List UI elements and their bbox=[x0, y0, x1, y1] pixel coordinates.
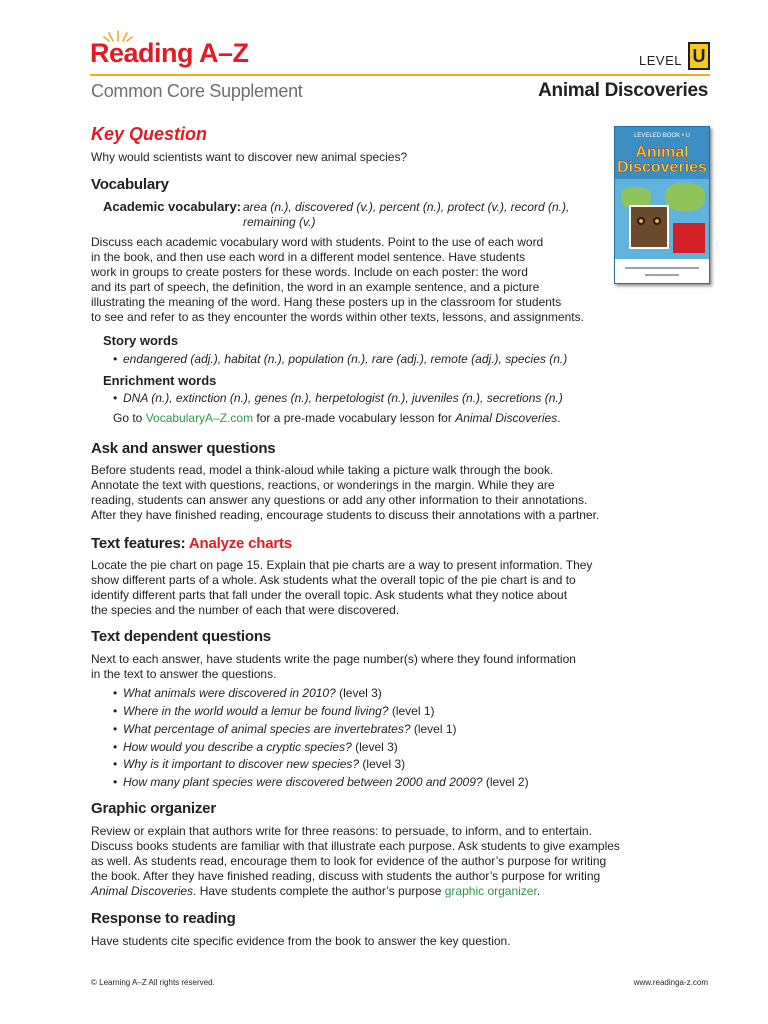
footer-website[interactable]: www.readinga-z.com bbox=[633, 978, 708, 987]
enrichment-words-list: • DNA (n.), extinction (n.), genes (n.), herpetologist (n.), juveniles (n.), secretions (n.) bbox=[113, 391, 563, 406]
level-indicator bbox=[639, 40, 710, 70]
text-dependent-line-1: Next to each answer, have students write the page number(s) where they found information bbox=[91, 652, 576, 666]
graphic-organizer-book-title: Animal Discoveries bbox=[91, 884, 194, 898]
level-label: LEVEL bbox=[639, 53, 682, 68]
graphic-organizer-line-5 bbox=[91, 884, 540, 899]
graphic-organizer-line-2: Discuss books students are familiar with that illustrate each purpose. Ask students to give examples bbox=[91, 839, 620, 853]
goto-book-title: Animal Discoveries bbox=[455, 411, 558, 425]
vocabulary-body-line-4: and its part of speech, the definition, the word in an example sentence, and a picture bbox=[91, 280, 540, 294]
question-item: • What percentage of animal species are invertebrates? (level 1) bbox=[113, 722, 457, 737]
text-features-line-1: Locate the pie chart on page 15. Explain that pie charts are a way to present information. They bbox=[91, 558, 593, 572]
supplement-subtitle: Common Core Supplement bbox=[91, 81, 303, 101]
text-dependent-heading: Text dependent questions bbox=[91, 628, 271, 645]
text-features-prefix: Text features: bbox=[91, 535, 189, 552]
cover-bottom-band bbox=[615, 259, 709, 283]
graphic-organizer-line-4: the book. After they have finished reading, discuss with students the author’s purpose for writing bbox=[91, 869, 601, 883]
graphic-organizer-heading: Graphic organizer bbox=[91, 800, 216, 817]
level-badge: U bbox=[688, 42, 710, 70]
question-item: • Why is it important to discover new species? (level 3) bbox=[113, 757, 405, 772]
analyze-charts-link[interactable]: Analyze charts bbox=[188, 535, 292, 552]
academic-vocabulary-words: area (n.), discovered (v.), percent (n.), protect (v.), record (n.), remaining (v.) bbox=[243, 200, 570, 229]
vocabulary-heading: Vocabulary bbox=[91, 176, 169, 193]
key-question-heading: Key Question bbox=[91, 124, 208, 144]
goto-middle: for a pre-made vocabulary lesson for bbox=[253, 411, 456, 425]
question-item: • Where in the world would a lemur be found living? (level 1) bbox=[113, 704, 435, 719]
ask-answer-line-2: Annotate the text with questions, reactions, or wonderings in the margin. While they are bbox=[91, 478, 555, 492]
ask-answer-line-4: After they have finished reading, encourage students to discuss their annotations with a partner. bbox=[91, 508, 600, 522]
response-heading: Response to reading bbox=[91, 910, 236, 927]
text-features-line-4: the species and the number of each that were discovered. bbox=[91, 603, 400, 617]
response-text: Have students cite specific evidence from the book to answer the key question. bbox=[91, 934, 511, 948]
graphic-organizer-line-3: as well. As students read, encourage them to look for evidence of the author’s purpose for writing bbox=[91, 854, 607, 868]
cover-title bbox=[617, 145, 707, 175]
text-features-line-2: show different parts of a whole. Ask students what the overall topic of the pie chart is and to bbox=[91, 573, 576, 587]
ask-answer-heading: Ask and answer questions bbox=[91, 440, 276, 457]
graphic-organizer-link[interactable]: graphic organizer bbox=[444, 884, 537, 898]
vocabulary-body-line-6: to see and refer to as they encounter the words within other texts, lessons, and assignments. bbox=[91, 310, 584, 324]
text-features-line-3: identify different parts that fall under the overall topic. Ask students what they notice about bbox=[91, 588, 568, 602]
question-item: • What animals were discovered in 2010? (level 3) bbox=[113, 686, 382, 701]
vocabulary-body-line-2: in the book, and then use each word in a different model sentence. Have students bbox=[91, 250, 526, 264]
vocabulary-az-link[interactable]: VocabularyA–Z.com bbox=[145, 411, 254, 425]
story-words-heading: Story words bbox=[103, 333, 179, 348]
story-words-list: • endangered (adj.), habitat (n.), population (n.), rare (adj.), remote (adj.), species (n.) bbox=[113, 352, 567, 367]
goto-suffix: . bbox=[557, 411, 561, 425]
question-item: • How would you describe a cryptic species? (level 3) bbox=[113, 740, 398, 755]
cover-title-line2: Discoveries bbox=[617, 159, 707, 176]
vocabulary-body-line-5: illustrating the meaning of the word. Hang these posters up in the classroom for students bbox=[91, 295, 562, 309]
cover-title-line1: Animal bbox=[635, 144, 689, 161]
book-cover-image bbox=[614, 126, 710, 284]
goto-prefix: Go to bbox=[113, 411, 146, 425]
question-item: • How many plant species were discovered between 2000 and 2009? (level 2) bbox=[113, 775, 529, 790]
key-question-text: Why would scientists want to discover new animal species? bbox=[91, 150, 408, 164]
cover-badge bbox=[673, 223, 705, 253]
vocabulary-goto-line bbox=[113, 411, 561, 426]
enrichment-words-heading: Enrichment words bbox=[103, 373, 217, 388]
text-dependent-line-2: in the text to answer the questions. bbox=[91, 667, 277, 681]
graphic-organizer-middle: . Have students complete the author’s purpose bbox=[193, 884, 445, 898]
ask-answer-line-1: Before students read, model a think-aloud while taking a picture walk through the book. bbox=[91, 463, 554, 477]
vocabulary-body-line-3: work in groups to create posters for these words. Include on each poster: the word bbox=[91, 265, 528, 279]
text-features-heading bbox=[91, 535, 292, 552]
book-title: Animal Discoveries bbox=[538, 80, 708, 101]
graphic-organizer-line-1: Review or explain that authors write for three reasons: to persuade, to inform, and to entertain. bbox=[91, 824, 592, 838]
academic-vocabulary-label: Academic vocabulary: bbox=[103, 199, 242, 214]
cover-top-text: LEVELED BOOK • U bbox=[634, 133, 690, 139]
vocabulary-body-line-1: Discuss each academic vocabulary word with students. Point to the use of each word bbox=[91, 235, 544, 249]
ask-answer-line-3: reading, students can answer any questions or add any other information to their annotations. bbox=[91, 493, 588, 507]
footer-copyright: © Learning A–Z All rights reserved. bbox=[91, 978, 215, 987]
graphic-organizer-suffix: . bbox=[536, 884, 541, 898]
logo-text: Reading A–Z bbox=[90, 38, 249, 68]
cover-animal-photo bbox=[629, 205, 669, 249]
header-divider bbox=[90, 74, 710, 76]
